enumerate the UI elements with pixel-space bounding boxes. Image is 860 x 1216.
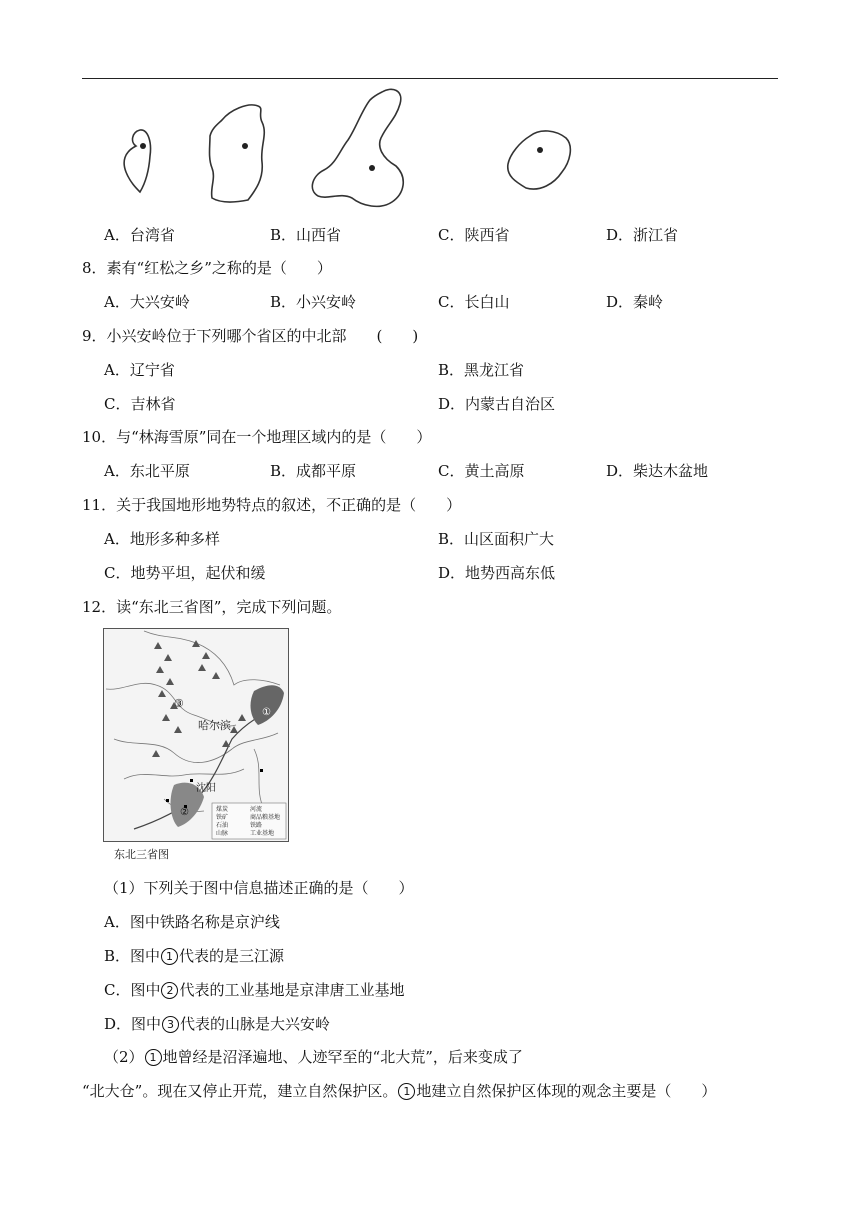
q9-option-c: C．吉林省 <box>104 395 176 413</box>
shaanxi-outline <box>312 89 403 206</box>
shanxi-capital-dot <box>242 143 248 149</box>
q11-stem: 11．关于我国地形地势特点的叙述，不正确的是（ ） <box>82 496 462 514</box>
map-city-shenyang: 沈阳 <box>196 783 216 794</box>
zhejiang-outline <box>508 131 571 189</box>
taiwan-capital-dot <box>140 143 146 149</box>
option-b-text: 代表的是三江源 <box>179 947 285 965</box>
sub2-text: 地曾经是沼泽遍地、人迹罕至的“北大荒”，后来变成了 <box>162 1048 523 1066</box>
q12-sub1-stem: （1）下列关于图中信息描述正确的是（ ） <box>104 879 414 897</box>
shanxi-outline <box>210 105 265 202</box>
q7-option-b: B．山西省 <box>270 226 342 244</box>
map-label-2: ② <box>180 807 189 818</box>
q8-stem: 8．素有“红松之乡”之称的是（ ） <box>82 259 332 277</box>
northeast-map <box>103 628 289 842</box>
legend-oil: 石油 <box>216 822 229 829</box>
option-d-text: 代表的山脉是大兴安岭 <box>180 1015 331 1033</box>
q10-option-a: A．东北平原 <box>104 462 190 480</box>
q11-option-a: A．地形多种多样 <box>104 530 220 548</box>
circled-number: 1 <box>145 1049 162 1066</box>
option-d-prefix: D．图中 <box>104 1015 162 1033</box>
q12-sub1-option-d <box>104 1014 330 1034</box>
taiwan-outline <box>124 130 150 192</box>
circled-number: 2 <box>161 982 178 999</box>
sub2-line2-prefix: “北大仓”。现在又停止开荒，建立自然保护区。 <box>82 1082 398 1100</box>
circled-number: 3 <box>162 1016 179 1033</box>
zhejiang-capital-dot <box>537 147 543 153</box>
q9-option-d: D．内蒙古自治区 <box>438 395 556 413</box>
sub2-line2-text: 地建立自然保护区体现的观念主要是（ ） <box>416 1082 717 1100</box>
q9-option-a: A．辽宁省 <box>104 361 175 379</box>
legend-mountain: 山脉 <box>216 830 229 837</box>
shaanxi-capital-dot <box>369 165 375 171</box>
q10-option-d: D．柴达木盆地 <box>606 462 709 480</box>
header-rule <box>82 78 778 79</box>
option-c-text: 代表的工业基地是京津唐工业基地 <box>179 981 405 999</box>
q12-sub1-option-a: A．图中铁路名称是京沪线 <box>104 913 280 931</box>
legend-industrial-base: 工业基地 <box>250 830 275 837</box>
q12-sub2-line1 <box>104 1047 523 1067</box>
q10-stem: 10．与“林海雪原”同在一个地理区域内的是（ ） <box>82 428 432 446</box>
q11-option-c: C．地势平坦，起伏和缓 <box>104 564 266 582</box>
province-outlines-figure <box>100 84 600 214</box>
sub2-prefix: （2） <box>104 1048 144 1066</box>
legend-river: 河流 <box>250 806 263 813</box>
q9-option-b: B．黑龙江省 <box>438 361 525 379</box>
q8-option-b: B．小兴安岭 <box>270 293 357 311</box>
option-c-prefix: C．图中 <box>104 981 161 999</box>
q12-stem: 12．读“东北三省图”，完成下列问题。 <box>82 598 342 616</box>
legend-coal: 煤炭 <box>216 806 229 813</box>
map-legend <box>212 803 286 839</box>
legend-grain-base: 商品粮基地 <box>250 814 281 821</box>
sanjiang-plain-area <box>251 685 284 725</box>
q12-sub1-option-c <box>104 980 405 1000</box>
legend-iron: 铁矿 <box>216 814 229 821</box>
q10-option-b: B．成都平原 <box>270 462 357 480</box>
q9-stem: 9．小兴安岭位于下列哪个省区的中北部 ( ) <box>82 327 419 345</box>
legend-railway: 铁路 <box>250 822 263 829</box>
map-label-1: ① <box>262 707 271 718</box>
q11-option-d: D．地势西高东低 <box>438 564 556 582</box>
q7-option-a: A．台湾省 <box>104 226 175 244</box>
q8-option-a: A．大兴安岭 <box>104 293 190 311</box>
circled-number: 1 <box>398 1083 415 1100</box>
map-label-3: ③ <box>174 697 184 710</box>
q8-option-d: D．秦岭 <box>606 293 664 311</box>
q7-option-d: D．浙江省 <box>606 226 679 244</box>
circled-number: 1 <box>161 948 178 965</box>
q8-option-c: C．长白山 <box>438 293 510 311</box>
map-city-harbin: 哈尔滨 <box>198 719 231 732</box>
map-caption: 东北三省图 <box>114 848 169 861</box>
q12-sub2-line2 <box>82 1081 716 1101</box>
q7-option-c: C．陕西省 <box>438 226 510 244</box>
q10-option-c: C．黄土高原 <box>438 462 525 480</box>
q11-option-b: B．山区面积广大 <box>438 530 555 548</box>
northeast-map-drawing <box>104 629 288 841</box>
option-b-prefix: B．图中 <box>104 947 161 965</box>
q12-sub1-option-b <box>104 946 284 966</box>
